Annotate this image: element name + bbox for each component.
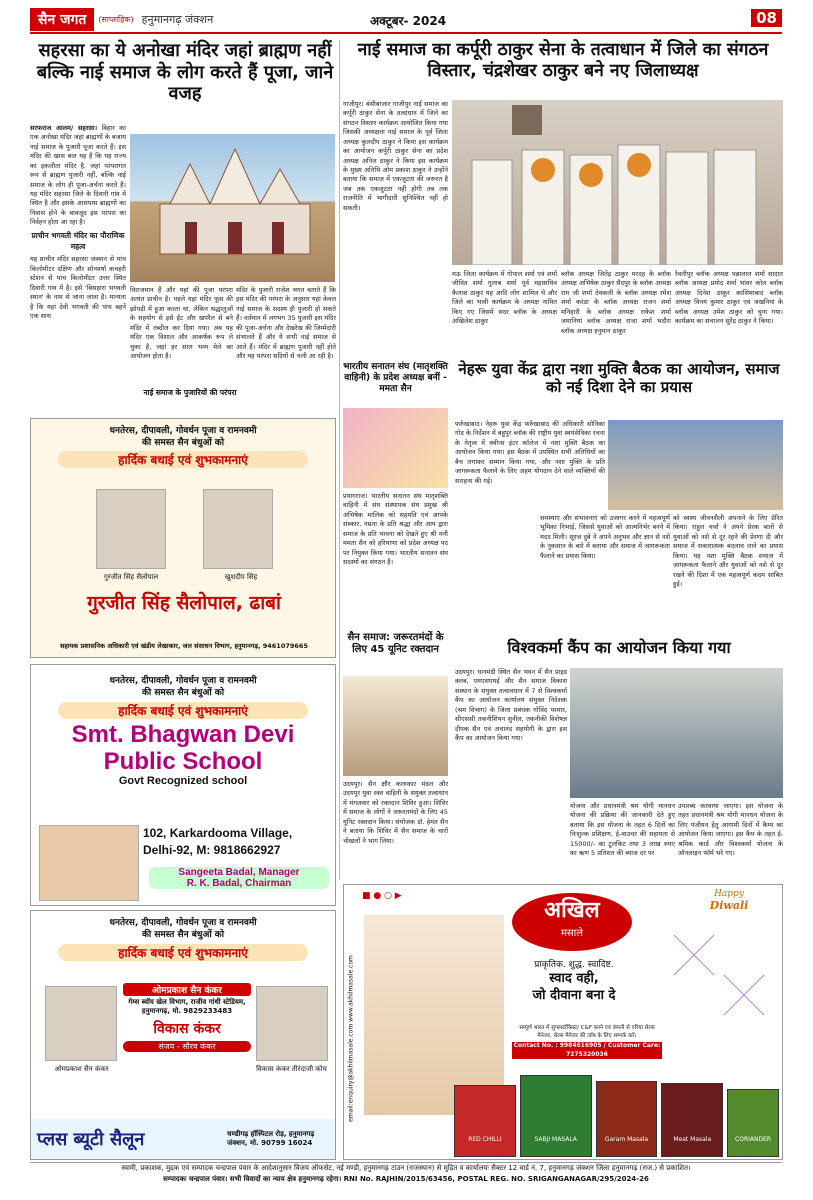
khushdeep-photo [203, 489, 273, 569]
mamta-sain-photo [343, 408, 448, 488]
ad1-line3: हार्दिक बधाई एवं शुभकामनाएं [118, 453, 248, 468]
ad3-person1-caption: ओमप्रकाश सैन कंकर [54, 1065, 109, 1073]
greeting-ad-gurjeet [30, 418, 336, 658]
vishwakarma-camp-photo [570, 668, 783, 798]
ad4-contact-note: सम्पूर्ण भारत में सुपरस्टॉकिस्ट/ C&F बनने एवं कंपनी से एरिया सेल्स मैनेजर, सेल्स मैनेजर की जॉब के लिए सम्पर्क करें। [519, 1025, 655, 1039]
story6-paragraph-c: उपलब्ध करवाया जाएगा। इस योजना के तहत प्रधानमंत्री श्रम योगी मानधन योजना के लिए पंजीयन हेतु आगामी दिनों में कैम्प का आयोजन किया जाएगा। इस कैंप के तहत ई-श्रमिक कार्ड और विश्वकर्मा योजना के ऑनलाइन फॉर्म भरे गए। [678, 802, 783, 858]
story2-column-4 [675, 270, 783, 360]
story3-headline: भारतीय सनातन संघ (मातृशक्ति वाहिनी) के प्रदेश अध्यक्ष बनीं - ममता सैन [343, 362, 448, 394]
ad3-salon-address: चण्डीगढ़ हॉस्पिटल रोड़, हनुमानगढ़ जंक्शन, मो. 90799 16024 [227, 1130, 315, 1147]
story1-headline: सहरसा का ये अनोखा मंदिर जहां ब्राह्मण नहीं बल्कि नाई समाज के लोग करते हैं पूजा, जाने वजह [36, 40, 334, 105]
nasha-mukti-meeting-photo [608, 420, 783, 510]
masthead [30, 6, 782, 34]
ad3-org-title: ओमप्रकाश सैन कंकर [123, 983, 251, 996]
story1-subhead: प्राचीन भगवती मंदिर का पौराणिक महत्व [31, 230, 125, 251]
story2-paragraph-d: रेवतीपुर ब्लॉक अध्यक्ष पन्नालाल शर्मा सादात ब्लॉक अध्यक्ष प्रमोद शर्मा भांवर कोल ब्लॉक अध्यक्ष दिनेश ठाकुर कासिमाबाद ब्लॉक अध्यक्ष विनय कुमार ठाकुर एवं जखनियां के ब्लॉक अध्यक्ष उमेश ठाकुर को चुना गया। कार्यक्रम का संचालन सुरेंद्र ठाकुर ने किया। [675, 270, 783, 326]
ad2-line2: की समस्त सैन बंधुओं को [141, 688, 225, 699]
ad3-line1: धनतेरस, दीपावली, गोवर्धन पूजा व रामनवमी [109, 918, 257, 928]
ad1-greeting-banner [58, 451, 308, 468]
story6-paragraph-a: उदयपुर। धानमंडी स्थित सैन भवन में सैन प्राइड क्लब, एमएसएमई और सैन समाज विकास संस्थान के संयुक्त तत्वावधान में 7 से विश्वकर्मा कैंप का आयोजन कार्यालय संयुक्त निदेशक (श्रम विभाग) के जिला प्रबंधक गोविंद परमार, सीएससी तकनीशियन सुनील, तकनीकी विशेषज्ञ दीपक सैन एवं अचानंद सहयोगी के द्वारा इस कैंप का आयोजन किया गया। [455, 668, 567, 742]
story1-paragraph-a: बिहार का एक अनोखा मंदिर जहां ब्राह्मणों के बजाय नाई समाज के पुजारी पूजा करते हैं। इस मंदिर की खास बात यह है कि यह राज्य का इकलौता मंदिर है, जहां परंपरागत रूप से ब्राह्मण पुजारी नहीं, बल्कि नाई समाज के लोग ही पूजा-अर्चना करते हैं। यह मंदिर सहरसा जिले के दिवारी गांव में स्थित है और इसके आसपास ब्राह्मणों का निवास होने के बावजूद इस परंपरा का निर्वहन होता आ रहा है। [30, 124, 126, 227]
ad2-chairman: R. K. Badal, Chairman [186, 878, 292, 889]
ad3-line2: की समस्त सैन बंधुओं को [141, 930, 225, 941]
ad4-brand-sub: मसाले [560, 928, 584, 939]
ad2-address-2: Delhi-92, M: 9818662927 [143, 842, 281, 857]
temple-illustration [130, 134, 335, 282]
story6-body [455, 668, 567, 878]
gurjeet-photo [96, 489, 166, 569]
ad4-brand-logo [512, 893, 632, 951]
product-pack [661, 1083, 723, 1157]
blood-donation-photo [343, 676, 448, 776]
newspaper-frequency: (साप्ताहिक) [98, 14, 134, 24]
product-label: Garam Masala [604, 1136, 649, 1143]
product-label: CORIANDER [735, 1136, 772, 1143]
ad1-line2: की समस्त सैन बंधुओं को [141, 438, 225, 449]
omprakash-photo [45, 986, 117, 1061]
story2-column-3 [561, 270, 671, 360]
story6-headline: विश्वकर्मा कैंप का आयोजन किया गया [507, 638, 731, 657]
ad2-line1: धनतेरस, दीपावली, गोवर्धन पूजा व रामनवमी [109, 676, 257, 686]
story2-paragraph-b: मऊ जिला कार्यक्रम में गोपाल शर्मा एवं शर्मा जीवित शर्मा गुलाब शर्मा पूर्व महासचिव कैलाश ठाकुर यह आदि लोग शामिल थे और जिले का भावी कार्यक्रम के अध्यक्ष नामित किए गए जिसमें सदर ब्लॉक के अध्यक्ष अखिलेश ठाकुर [452, 270, 557, 326]
ad3-org-desc: गेम्स ब्वॉय खेल विभाग, राजीव गांधी स्टेडियम, हनुमानगढ़, मो. 9829233483 [128, 998, 246, 1015]
firework-decoration [664, 925, 779, 1035]
product-pack [727, 1089, 779, 1157]
ad3-salon-name: प्लस ब्यूटी सैलून [37, 1129, 145, 1150]
ad4-product-row [454, 1071, 779, 1157]
story1-paragraph-c: विराजमान हैं और यहां की पूजा परंपरा अत्यंत प्राचीन है। पहले यहां मंदिर फूस की झोपड़ी में हुआ करता था, लेकिन श्रद्धालुओं के सहयोग से इसे ईंट और खपरैल से बने मंदिर में तब्दील कर दिया गया। अब यह मंदिर एक विशाल और आकर्षक रूप ले चुका है, जहां हर साल भव्य मेले का आयोजन होता है। [130, 286, 233, 360]
newspaper-name: सैन जगत [30, 8, 94, 31]
story1-byline: सरफराज आलम/ सहरसा। [30, 124, 98, 132]
greeting-ad-omprakash [30, 910, 336, 1160]
issue-date: अक्टूबर- 2024 [370, 14, 447, 28]
ad4-slogan [494, 971, 654, 1005]
ad2-management [149, 867, 329, 889]
story4-headline: नेहरू युवा केंद्र द्वारा नशा मुक्ति बैठक का आयोजन, समाज को नई दिशा देने का प्रयास [458, 360, 780, 396]
ad4-happy: Happy [714, 889, 744, 899]
ad1-person2-caption: खुशदीप सिंह [224, 573, 258, 581]
story1-column-2 [130, 286, 233, 386]
product-label: RED CHILLI [468, 1136, 502, 1143]
felicitation-illustration [452, 100, 783, 265]
ad3-sons: संजय - सौरव कंकर [123, 1041, 251, 1052]
product-label: Meat Masala [673, 1136, 712, 1143]
ad3-vikas-name: विकास कंकर [153, 1021, 221, 1037]
story1-body [30, 124, 126, 464]
akhil-masale-ad [343, 884, 783, 1160]
story2-body [343, 100, 448, 355]
ad3-person2-caption: विकास कंकर तीरंदाजी कोच [256, 1065, 327, 1073]
ad4-tagline: प्राकृतिक. शुद्ध. स्वादिष्ट. [534, 960, 614, 970]
ad2-school-title [31, 722, 335, 775]
product-label: SABJI MASALA [534, 1136, 577, 1143]
page-number: 08 [751, 9, 782, 27]
ad2-address-block [143, 825, 333, 859]
ad1-line1: धनतेरस, दीपावली, गोवर्धन पूजा व रामनवमी [109, 426, 257, 436]
ad4-happy-diwali [679, 889, 779, 912]
story4-column-3 [673, 514, 783, 629]
ad2-recognized: Govt Recognized school [118, 775, 248, 788]
masthead-location: हनुमानगढ़ जंक्शन [141, 12, 214, 26]
story4-column-2 [540, 514, 670, 629]
story2-paragraph-c: ब्लॉक अध्यक्ष जितेंद्र ठाकुर मरदह के ब्लॉक अध्यक्ष अभिषेक ठाकुर सैदपुर के ब्लॉक अध्यक्ष राम जी शर्मा देवकली के ब्लॉक अध्यक्ष रमेश शर्मा करंडा के ब्लॉक अध्यक्ष राजन शर्मा मनिहारी के ब्लॉक अध्यक्ष राकेश शर्मा जमानियां ब्लॉक अध्यक्ष राजा शर्मा भदौरा ब्लॉक अध्यक्ष हनुमान ठाकुर [561, 270, 671, 335]
story4-paragraph-a: फर्रुखाबाद। नेहरू युवा केंद्र फर्रुखाबाद की अधिकारी सोनिका गोड के निर्देशन में बहुपुर ब्लॉक की राष्ट्रीय युवा स्वयंसेविका रचना के नेतृत्व में क्वीन्स इंटर कॉलेज में नशा मुक्ति बैठक का आयोजन किया गया। इस बैठक में उपस्थित सभी अतिथियों का बैच लगाकर सम्मान किया गया, और नशा मुक्ति के प्रति जागरूकता फैलाने के लिए अहम योगदान देने वाले व्यक्तियों की सराहना की गई। [455, 420, 605, 485]
footer-line-1: स्वामी, प्रकाशक, मुद्रक एवं सम्पादक चन्द्रपाल पंवार के आदेशानुसार विजय ऑफसेट, नई मण्डी, हनुमानगढ़ टाउन (राजस्थान) से मुद्रित व कार्यालयः सैक्टर 12 वार्ड नं. 7, हनुमानगढ़ जंक्शन जिला हनुमानगढ़ (राज.) से प्रकाशित। [121, 1164, 691, 1172]
footer-line-2: सम्पादकः चन्द्रपाल पंवार। सभी विवादों का न्याय क्षेत्र हनुमानगढ़ रहेगा। RNI No. RAJHIN/2015/63456, POSTAL REG. NO. SRIGANGANAGAR/295/2024-26 [163, 1174, 649, 1183]
ad1-person1-caption: गुरजीत सिंह सैलोपाल [103, 573, 159, 581]
ad3-line3: हार्दिक बधाई एवं शुभकामनाएं [58, 944, 308, 961]
story4-paragraph-c: को स्वस्थ जीवनशैली अपनाने के लिए प्रेरित किया। राहुल चर्चा ने अपने प्रेरक बातों से युवाओं को नशे से दूर रहने की प्रेरणा दी और समाज में सकारात्मक बदलाव लाने का प्रयास किया। यह नशा मुक्ति बैठक समाज में जागरूकता फैलाने और युवाओं को नशे से दूर रखने की दिशा में एक महत्वपूर्ण कदम साबित हुई। [673, 514, 783, 588]
story1-subhead-2: नाई समाज के पुजारियों की परंपरा [143, 388, 237, 397]
ad1-tagline: सहायक प्रशासनिक अधिकारी एवं खंडीय लेखाकार, जल संसाधन विभाग, हनुमानगढ़, 9461079665 [60, 642, 308, 650]
temple-photo [130, 134, 335, 282]
felicitation-photo [452, 100, 783, 265]
ad4-contact-box [512, 1025, 662, 1059]
vikas-photo [256, 986, 328, 1061]
story2-paragraph-a: गाजीपुर। बंसीबाजार गाजीपुर नाई समाज का कर्पूरी ठाकुर सेना के तत्वाधान में जिले का संगठन विस्तार कार्यक्रम आयोजित किया गया जिसकी अध्यक्षता नाई समाज के पूर्व जिला अध्यक्ष कुलदीप ठाकुर ने किया इस कार्यक्रम का आयोजन कर्पूरी ठाकुर सेना का प्रदेश अध्यक्ष अनिल ठाकुर ने किया इस कार्यक्रम के मुख्य अतिथि ओम प्रकाश ठाकुर ने उन्होंने बताया कि समाज में एकजुटता की जरूरत है जब तक एकजुटता नहीं होगी तब तक राजनीति में भागीदारी सुनिश्चित नहीं हो सकती। [343, 100, 448, 212]
school-building-photo [39, 825, 139, 901]
ad2-school-name-1: Smt. Bhagwan Devi [71, 721, 295, 749]
ad4-side-text: email:enquiry@akhilmasale.com www.akhilmasale.com [347, 955, 355, 1122]
social-icons: ■ ● ○ ▶ [362, 891, 402, 901]
story3-body [343, 492, 448, 627]
greeting-ad-school [30, 664, 336, 906]
story1-paragraph-d: मंदिर के पुजारी राजेश भगत बताते हैं कि इस मंदिर की परंपरा के अनुसार यहां केवल नाई समाज के सदस्य ही पुजारी हो सकते हैं। वर्तमान में लगभग 35 पुजारी इस मंदिर की पूजा-अर्चना और देखरेख की जिम्मेदारी संभालते हैं और ये सभी नाई समाज से आते हैं। मंदिर में ब्राह्मण पुजारी नहीं होते और यह परंपरा सदियों से चली आ रही है। [236, 286, 336, 360]
story1-paragraph-b: यह प्राचीन मंदिर सहरसा जंक्शन से पांच किलोमीटर दक्षिण और सोनवर्षा कचहरी स्टेशन से पांच किलोमीटर उत्तर स्थित दिवारी गांव में है। इसे 'बिसहारा भगवती स्थान' के नाम से जाना जाता है। मान्यता है कि यहां देवी भगवती की पांच बहनें एक साथ [30, 255, 126, 320]
story6-column-3 [678, 802, 783, 880]
ad2-manager: Sangeeta Badal, Manager [178, 867, 300, 878]
ad4-contact-numbers: Contact No. : 9984616905 / Customer Care: 7275320036 [513, 1042, 661, 1058]
product-pack [520, 1075, 592, 1157]
story6-paragraph-b: योजना और प्रधानमंत्री श्रम योगी मानधन योजना की प्रक्रिया की जानकारी देते हुए बताया कि इस योजना के तहत 6 दिनों का निःशुल्क प्रशिक्षण, ई-वाउचर की सहायता से 15000/- का टूलकिट तथा 3 लाख रुपए का ऋण 5 प्रतिशत की ब्याज दर पर [570, 802, 675, 858]
ad2-address-1: 102, Karkardooma Village, [143, 826, 293, 840]
imprint-footer [30, 1162, 782, 1192]
ad2-school-name-2: Public School [103, 747, 263, 775]
ad3-salon-strip [31, 1119, 336, 1159]
story5-headline: सैन समाज: जरूरतमंदों के लिए 45 यूनिट रक्तदान [347, 632, 444, 655]
story5-paragraph: उदयपुर। सैन क्षौर कलाकार मंडल और उदयपुर युवा रक्त वाहिनी के संयुक्त तत्वाधान में मंगलवार को रक्तदान शिविर हुआ। शिविर में समाज के लोगों ने जरूरतमंदों के लिए 45 यूनिट रक्तदान किया। संयोजक डॉ. हेमंत सैन ने बताया कि शिविर में सैन समाज के चारों चोखलों ने भाग लिया। [343, 780, 448, 845]
story3-paragraph: प्रयागराज। भारतीय सनातन संघ मातृशक्ति वाहिनी में संघ संस्थापक संघ प्रमुख श्री अभिषेक मालिक को सहमति एवं आपके संस्कार, नम्रता के प्रति श्रद्धा और आप द्वारा समाज के प्रति भावना को देखते हुए श्री मनी ममता सैन को हरियाणा को प्रदेश अध्यक्ष पद पर नियुक्त किया गया। भारतीय सनातन संघ सदस्यों का संगठन है। [343, 492, 448, 566]
story2-headline: नाई समाज का कर्पूरी ठाकुर सेना के तत्वाधान में जिले का संगठन विस्तार, चंद्रशेखर ठाकुर बने नए जिलाध्यक्ष [357, 40, 769, 81]
product-pack [596, 1081, 658, 1157]
ad4-diwali: Diwali [709, 899, 749, 912]
ad4-brand-name: अखिल [544, 898, 600, 923]
ad3-org-block [123, 983, 251, 1052]
ad2-line3: हार्दिक बधाई एवं शुभकामनाएं [58, 702, 308, 719]
story6-column-2 [570, 802, 675, 880]
story2-column-2 [452, 270, 557, 360]
column-divider [339, 40, 340, 880]
story5-body [343, 780, 448, 880]
ad4-slogan-1: स्वाद वही, [549, 971, 599, 986]
story1-column-3 [236, 286, 336, 386]
story4-paragraph-b: समस्याएं और संभावनाएं को उजागर करने में महत्वपूर्ण भूमिका निभाई, जिससे युवाओं को आत्मनिर्भर बनने में मदद मिली। सूरज दुबे ने अपने अनुभव और ज्ञान से नशे के नुकसान के बारे में बताया और समाज में जागरूकता फैलाने का प्रयास किया। [540, 514, 670, 560]
product-pack [454, 1085, 516, 1157]
ad1-name-banner: गुरजीत सिंह सैलोपाल, ढाबां [87, 592, 281, 614]
ad4-slogan-2: जो दीवाना बना दे [532, 987, 616, 1003]
